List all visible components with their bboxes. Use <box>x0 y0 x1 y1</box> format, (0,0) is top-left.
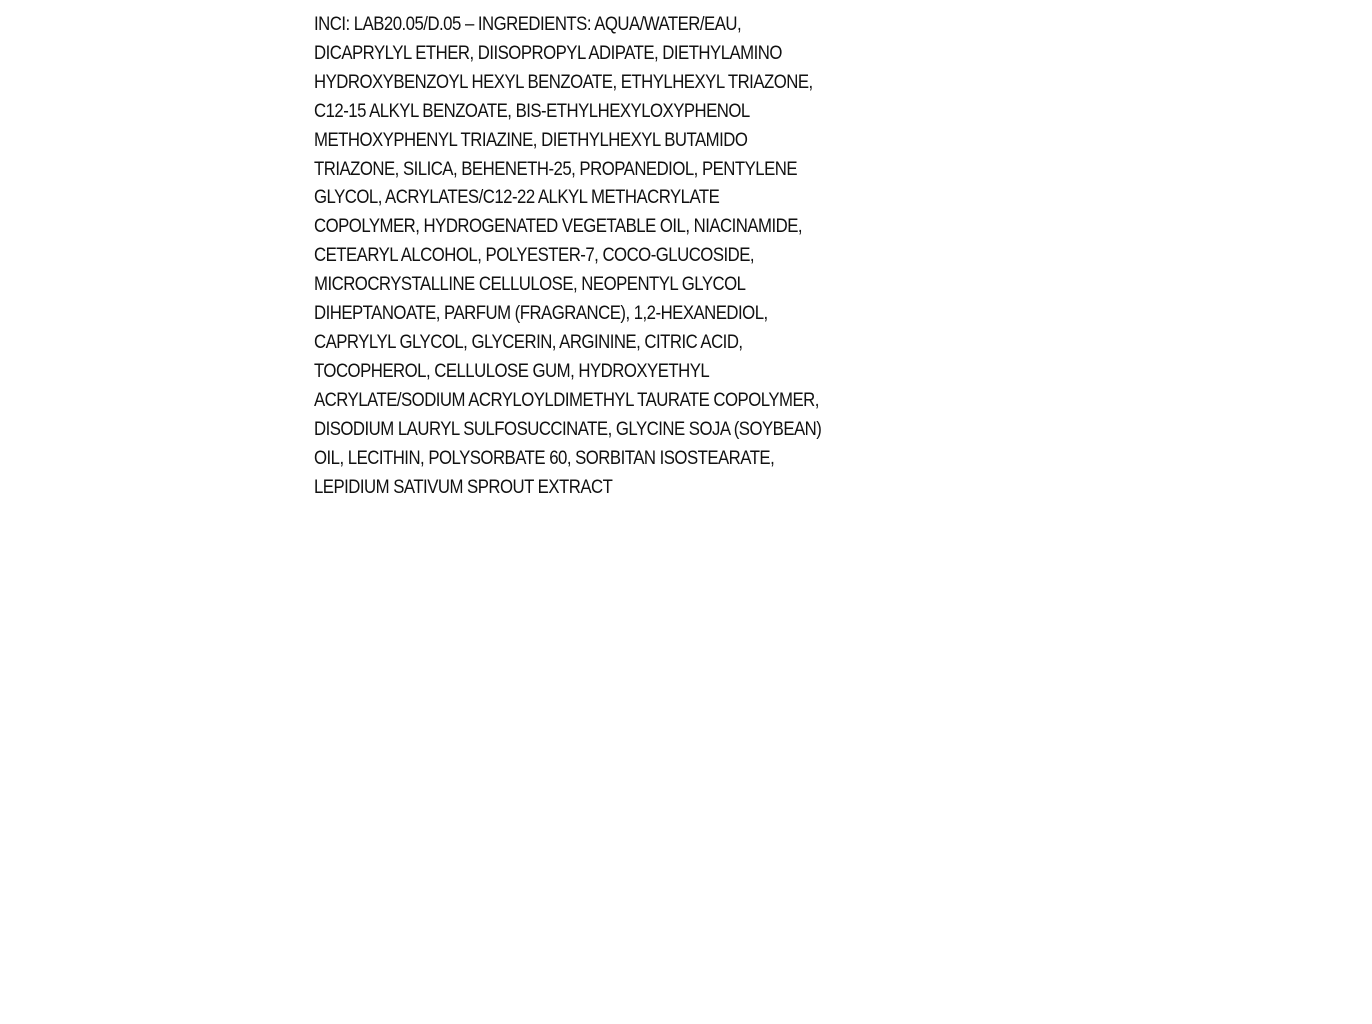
ingredients-line: METHOXYPHENYL TRIAZINE, DIETHYLHEXYL BUTAMIDO <box>314 128 748 151</box>
ingredients-line: GLYCOL, ACRYLATES/C12-22 ALKYL METHACRYLATE <box>314 186 720 209</box>
ingredients-line: TOCOPHEROL, CELLULOSE GUM, HYDROXYETHYL <box>314 359 710 382</box>
ingredients-line: MICROCRYSTALLINE CELLULOSE, NEOPENTYL GLYCOL <box>314 273 746 296</box>
ingredients-line: COPOLYMER, HYDROGENATED VEGETABLE OIL, NIACINAMIDE, <box>314 215 803 238</box>
ingredients-line: CAPRYLYL GLYCOL, GLYCERIN, ARGININE, CITRIC ACID, <box>314 330 743 353</box>
ingredients-list <box>314 10 822 501</box>
ingredients-line: LEPIDIUM SATIVUM SPROUT EXTRACT <box>314 475 613 498</box>
ingredients-line: TRIAZONE, SILICA, BEHENETH-25, PROPANEDIOL, PENTYLENE <box>314 157 798 180</box>
ingredients-line: ACRYLATE/SODIUM ACRYLOYLDIMETHYL TAURATE COPOLYMER, <box>314 388 819 411</box>
ingredients-line: DIHEPTANOATE, PARFUM (FRAGRANCE), 1,2-HEXANEDIOL, <box>314 302 768 325</box>
ingredients-line: HYDROXYBENZOYL HEXYL BENZOATE, ETHYLHEXYL TRIAZONE, <box>314 70 813 93</box>
ingredients-line: CETEARYL ALCOHOL, POLYESTER-7, COCO-GLUCOSIDE, <box>314 244 755 267</box>
ingredients-line: C12-15 ALKYL BENZOATE, BIS-ETHYLHEXYLOXYPHENOL <box>314 99 750 122</box>
ingredients-line: DISODIUM LAURYL SULFOSUCCINATE, GLYCINE SOJA (SOYBEAN) <box>314 417 822 440</box>
ingredients-line: OIL, LECITHIN, POLYSORBATE 60, SORBITAN ISOSTEARATE, <box>314 446 775 469</box>
ingredients-line: INCI: LAB20.05/D.05 – INGREDIENTS: AQUA/WATER/EAU, <box>314 13 742 35</box>
ingredients-line: DICAPRYLYL ETHER, DIISOPROPYL ADIPATE, DIETHYLAMINO <box>314 41 782 64</box>
